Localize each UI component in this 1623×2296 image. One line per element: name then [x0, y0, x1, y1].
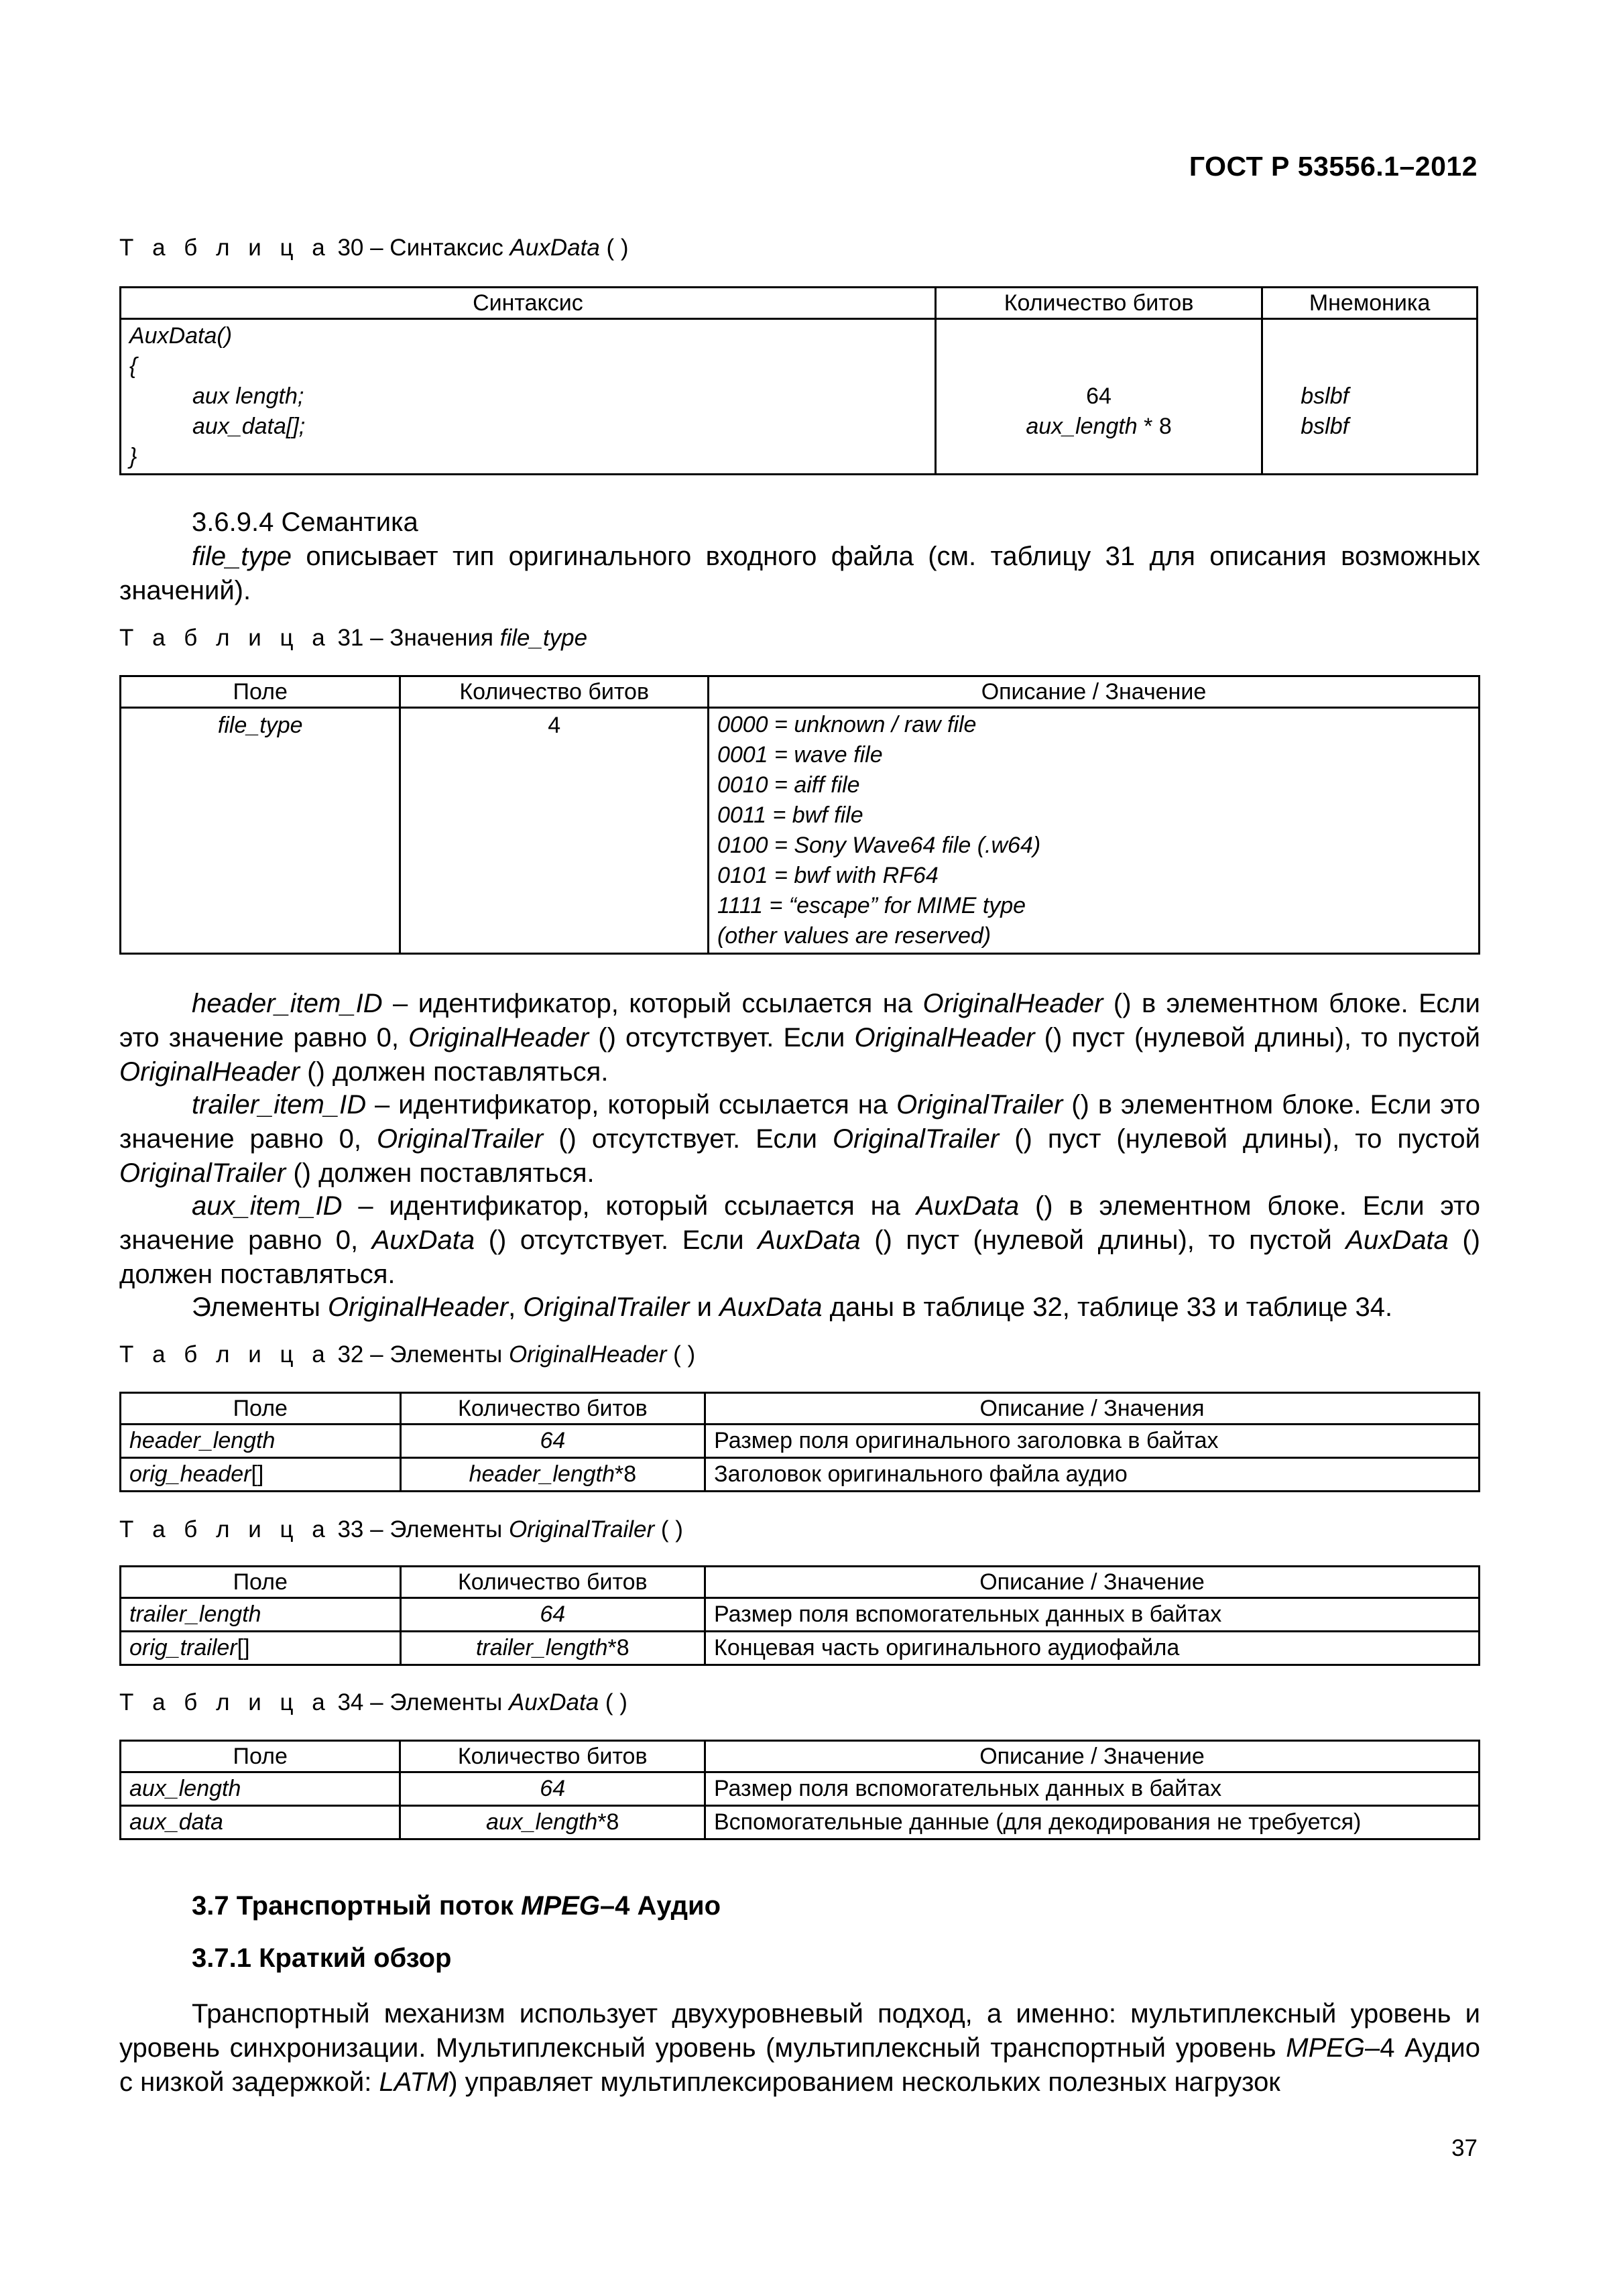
table33 [119, 1565, 1480, 1666]
bits-cell: 64 aux_length * 8 [935, 319, 1262, 475]
header-item-paragraph: header_item_ID – идентификатор, который ссылается на OriginalHeader () в элементном блоке. Если это значение равно 0, OriginalHeader () отсутствует. Если OriginalHeader () пуст (нулевой длины), то пустой OriginalHeader () должен поставляться. [119, 989, 1481, 1087]
table-header: Описание / Значения [705, 1393, 1480, 1425]
field-cell: header_length [121, 1425, 401, 1458]
bits-cell: 64 [400, 1772, 705, 1806]
description-cell: Вспомогательные данные (для декодирования не требуется) [705, 1806, 1479, 1839]
table-header: Описание / Значение [705, 1741, 1479, 1772]
table-header: Количество битов [935, 288, 1262, 319]
field-cell: file_type [121, 708, 400, 954]
values-cell: 0000 = unknown / raw file 0001 = wave file 0010 = aiff file 0011 = bwf file 0100 = Sony Wave64 file (.w64) 0101 = bwf with RF64 1111 = “escape” for MIME type (other values are reserved) [708, 708, 1479, 954]
table30-caption: Т а б л и ц а 30 – Синтаксис AuxData ( ) [119, 235, 629, 261]
table-header: Мнемоника [1262, 288, 1478, 319]
bits-expression: aux_length * 8 [1026, 414, 1172, 439]
transport-paragraph: Транспортный механизм использует двухуровневый подход, а именно: мультиплексный уровень и уровень синхронизации. Мультиплексный уровень (мультиплексный транспортный уровень MPEG–4 Аудио с низкой задержкой: LATM) управляет мультиплексированием нескольких полезных нагрузок [119, 1999, 1480, 2097]
bits-cell: trailer_length*8 [400, 1632, 705, 1665]
table-row [121, 1772, 1480, 1806]
field-cell: orig_header[] [121, 1458, 401, 1492]
table-header: Поле [121, 1393, 401, 1425]
document-number: ГОСТ Р 53556.1–2012 [1189, 151, 1478, 182]
table-header: Описание / Значение [705, 1567, 1480, 1598]
table-row [121, 1458, 1480, 1492]
table32-caption: Т а б л и ц а 32 – Элементы OriginalHeader ( ) [119, 1341, 696, 1368]
table-row [121, 1425, 1480, 1458]
table31-caption: Т а б л и ц а 31 – Значения file_type [119, 625, 588, 651]
table33-caption: Т а б л и ц а 33 – Элементы OriginalTrailer ( ) [119, 1516, 683, 1543]
table-row [121, 708, 1480, 954]
section-3-7-1-heading: 3.7.1 Краткий обзор [192, 1943, 452, 1973]
table30 [119, 286, 1478, 475]
bits-cell: 4 [400, 708, 708, 954]
syntax-cell: AuxData() { aux length; aux_data[]; } [121, 319, 936, 475]
table-header: Поле [121, 1567, 401, 1598]
bits-cell: header_length*8 [400, 1458, 705, 1492]
table34-caption: Т а б л и ц а 34 – Элементы AuxData ( ) [119, 1689, 627, 1715]
section-heading: 3.6.9.4 Семантика [192, 507, 418, 537]
table-header: Описание / Значение [708, 676, 1479, 708]
table-header: Количество битов [400, 1741, 705, 1772]
trailer-item-paragraph: trailer_item_ID – идентификатор, который ссылается на OriginalTrailer () в элементном блоке. Если это значение равно 0, OriginalTrailer () отсутствует. Если OriginalTrailer () пуст (нулевой длины), то пустой OriginalTrailer () должен поставляться. [119, 1090, 1480, 1188]
bits-cell: aux_length*8 [400, 1806, 705, 1839]
description-cell: Размер поля вспомогательных данных в байтах [705, 1598, 1480, 1632]
mnemonic-cell: bslbf bslbf [1262, 319, 1478, 475]
table31 [119, 675, 1480, 955]
table-row [121, 1806, 1480, 1839]
table34 [119, 1740, 1480, 1840]
field-cell: aux_data [121, 1806, 400, 1839]
section-3-7-heading: 3.7 Транспортный поток MPEG–4 Аудио [192, 1891, 721, 1921]
table-header: Количество битов [400, 1567, 705, 1598]
field-cell: aux_length [121, 1772, 400, 1806]
bits-cell: 64 [400, 1598, 705, 1632]
field-cell: orig_trailer[] [121, 1632, 401, 1665]
table-header: Синтаксис [121, 288, 936, 319]
description-cell: Концевая часть оригинального аудиофайла [705, 1632, 1480, 1665]
elements-paragraph: Элементы OriginalHeader, OriginalTrailer и AuxData даны в таблице 32, таблице 33 и таблице 34. [192, 1292, 1393, 1322]
bits-cell: 64 [400, 1425, 705, 1458]
table-header: Поле [121, 676, 400, 708]
aux-item-paragraph: aux_item_ID – идентификатор, который ссылается на AuxData () в элементном блоке. Если это значение равно 0, AuxData () отсутствует. Если AuxData () пуст (нулевой длины), то пустой AuxData () должен поставляться. [119, 1191, 1481, 1289]
file-type-paragraph: file_type описывает тип оригинального входного файла (см. таблицу 31 для описания возможных значений). [119, 542, 1480, 605]
table-row [121, 1598, 1480, 1632]
description-cell: Размер поля оригинального заголовка в байтах [705, 1425, 1480, 1458]
page-number: 37 [1451, 2135, 1478, 2161]
table-header: Поле [121, 1741, 400, 1772]
description-cell: Заголовок оригинального файла аудио [705, 1458, 1480, 1492]
field-cell: trailer_length [121, 1598, 401, 1632]
table32 [119, 1392, 1480, 1492]
table-header: Количество битов [400, 676, 708, 708]
description-cell: Размер поля вспомогательных данных в байтах [705, 1772, 1479, 1806]
table-header: Количество битов [400, 1393, 705, 1425]
table-row [121, 319, 1478, 475]
table-row [121, 1632, 1480, 1665]
